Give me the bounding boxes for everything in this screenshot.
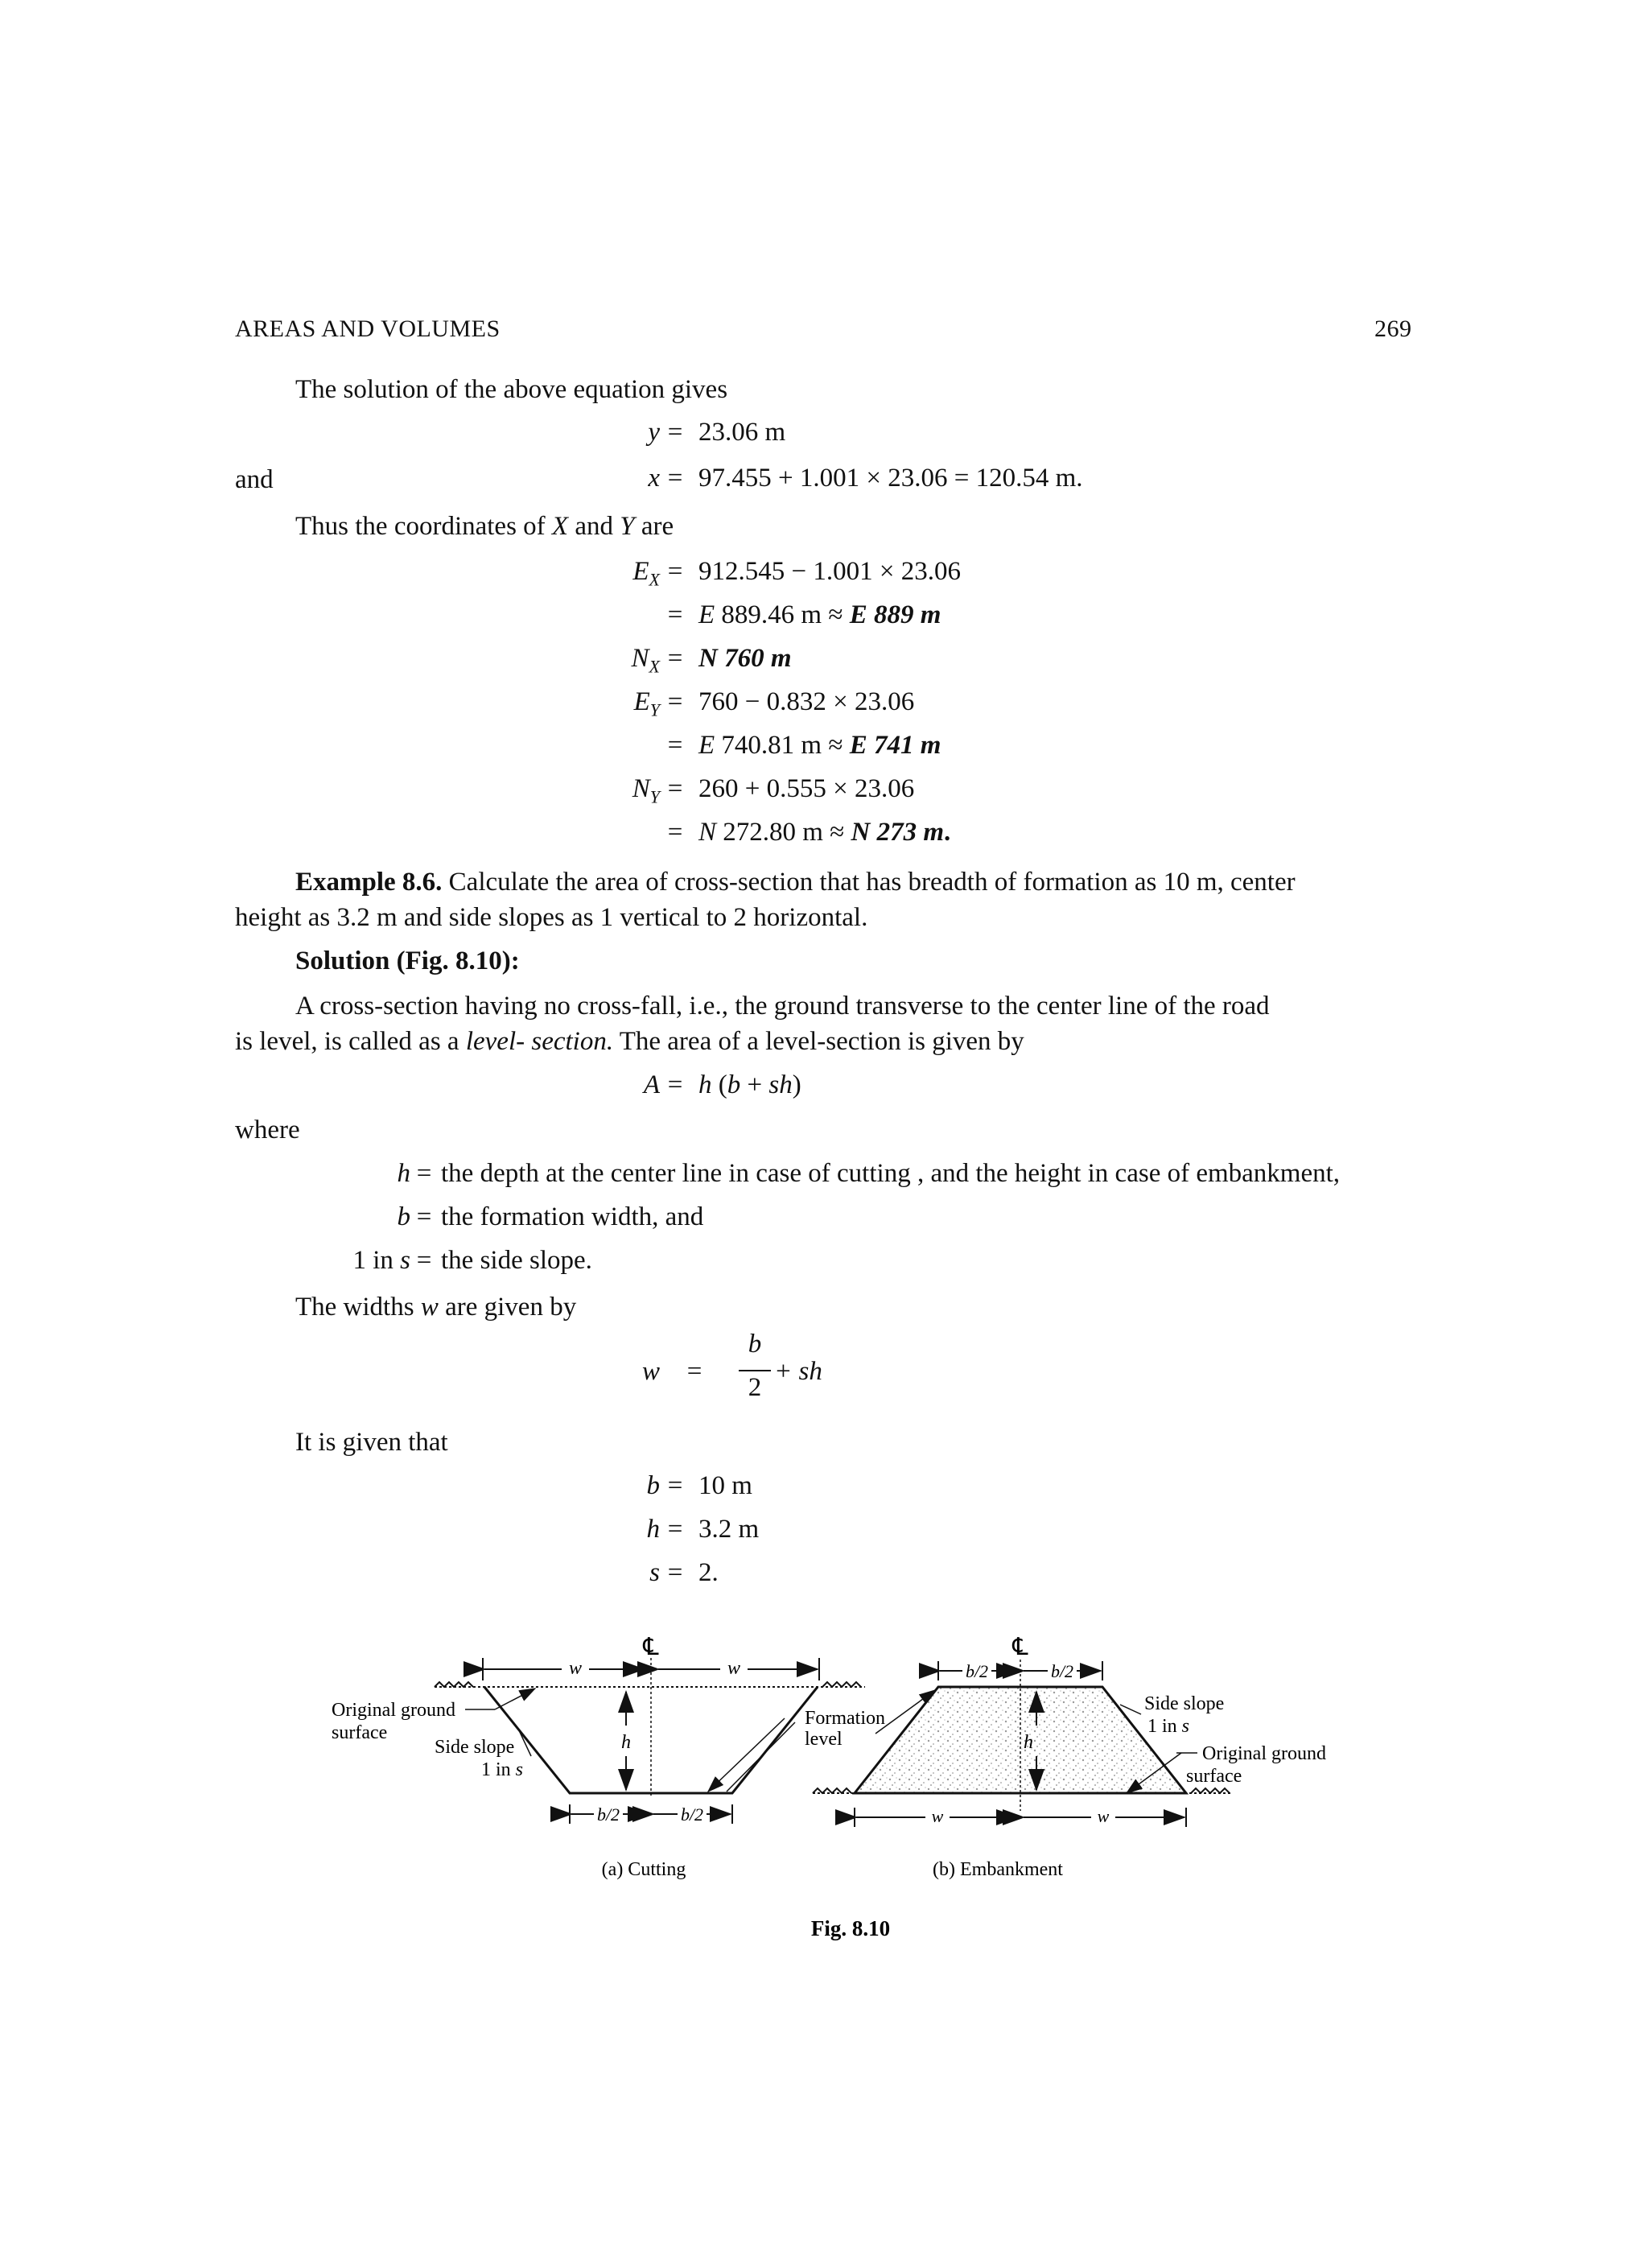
eq-sign: = (667, 1515, 683, 1544)
cutting-original-ground-1: Original ground (332, 1700, 455, 1721)
fraction-bar (739, 1370, 771, 1371)
eq-sign: = (667, 464, 683, 493)
eq-x-rhs: 97.455 + 1.001 × 23.06 = 120.54 m. (698, 464, 1083, 493)
eq-sign: = (667, 644, 683, 673)
def-text-b: the formation width, and (441, 1202, 704, 1231)
eq-y-lhs: y (648, 418, 660, 447)
example-line-2: height as 3.2 m and side slopes as 1 vertical to 2 horizontal. (235, 903, 868, 932)
def-sym-b: b (397, 1202, 410, 1231)
eq-sign: = (667, 1558, 683, 1587)
cutting-w-left: w (568, 1658, 583, 1679)
leader-line (708, 1718, 785, 1792)
given-sym-s: s (649, 1558, 660, 1587)
embankment-caption: (b) Embankment (933, 1859, 1063, 1880)
ey-lhs: $E_Y$ (633, 687, 660, 720)
solution-heading: Solution (Fig. 8.10): (295, 946, 520, 975)
and-word: and (235, 465, 274, 494)
area-eq-lhs: A (643, 1070, 660, 1099)
eq-sign: = (667, 1471, 683, 1500)
nx-result: N 760 m (698, 644, 792, 673)
leader-line (495, 1689, 535, 1709)
def-text-h: the depth at the center line in case of cutting , and the height in case of embankment, (441, 1159, 1341, 1188)
para-line-1: A cross-section having no cross-fall, i.e., the ground transverse to the center line of the road (295, 992, 1270, 1021)
ey-result: E 740.81 m ≈ E 741 m (698, 731, 941, 760)
given-sym-b: b (646, 1471, 660, 1500)
eq-sign: = (416, 1202, 432, 1231)
eq-sign: = (667, 731, 683, 760)
embankment-centerline-symbol: ℄ (1012, 1633, 1028, 1661)
embankment-b2-left: b/2 (965, 1661, 989, 1681)
width-eq-numerator: b (748, 1330, 762, 1359)
embankment-formation-1: Formation (805, 1708, 885, 1729)
embankment-diagram (805, 1633, 1326, 1880)
cutting-h-label: h (621, 1732, 631, 1753)
para-line-2: is level, is called as a level- section. The area of a level-section is given by (235, 1027, 1024, 1056)
width-eq-lhs: w (641, 1357, 660, 1386)
def-text-s: the side slope. (441, 1246, 592, 1275)
eq-x-lhs: x (648, 464, 660, 493)
ex-expr: 912.545 − 1.001 × 23.06 (698, 557, 961, 586)
eq-sign: = (667, 818, 683, 847)
area-eq-rhs: h (b + sh) (698, 1070, 801, 1099)
def-sym-h: h (397, 1159, 410, 1188)
given-val-h: 3.2 m (698, 1515, 760, 1544)
given-intro: It is given that (295, 1428, 448, 1457)
cutting-original-ground-2: surface (332, 1722, 388, 1743)
cutting-b2-right: b/2 (680, 1804, 704, 1825)
ny-lhs: $N_Y$ (632, 774, 660, 807)
eq-sign: = (667, 1070, 683, 1099)
page-number: 269 (1374, 315, 1412, 342)
embankment-formation-2: level (805, 1729, 843, 1750)
eq-y-rhs: 23.06 m (698, 418, 786, 447)
ey-expr: 760 − 0.832 × 23.06 (698, 687, 915, 716)
embankment-side-slope-2: 1 in s (1147, 1716, 1190, 1737)
figure-caption: Fig. 8.10 (810, 1916, 891, 1940)
ny-result: N 272.80 m ≈ N 273 m. (698, 818, 951, 847)
eq-sign: = (667, 418, 683, 447)
embankment-h-label: h (1024, 1732, 1033, 1753)
embankment-w-left: w (931, 1806, 944, 1826)
eq-sign: = (686, 1357, 702, 1386)
cutting-side-slope-2: 1 in s (481, 1759, 524, 1780)
cutting-centerline-symbol: ℄ (643, 1633, 659, 1661)
ny-expr: 260 + 0.555 × 23.06 (698, 774, 915, 803)
def-sym-s: 1 in s (352, 1246, 410, 1275)
cutting-caption: (a) Cutting (601, 1859, 686, 1880)
eq-sign: = (667, 600, 683, 629)
cutting-w-right: w (727, 1658, 741, 1679)
coords-intro: Thus the coordinates of X and Y are (295, 512, 674, 541)
embankment-w-right: w (1097, 1806, 1110, 1826)
ex-lhs: $E_X$ (632, 557, 660, 590)
figure-8-10 (306, 1626, 1368, 1972)
cutting-b2-left: b/2 (596, 1804, 620, 1825)
given-sym-h: h (646, 1515, 660, 1544)
embankment-b2-right: b/2 (1050, 1661, 1074, 1681)
example-line-1: Example 8.6. Calculate the area of cross-section that has breadth of formation as 10 m, center (295, 868, 1296, 897)
embankment-side-slope-1: Side slope (1144, 1693, 1225, 1714)
ex-result: E 889.46 m ≈ E 889 m (698, 600, 941, 629)
eq-sign: = (667, 687, 683, 716)
width-eq-denominator: 2 (748, 1373, 762, 1402)
cutting-side-slope-1: Side slope (435, 1737, 515, 1758)
embankment-original-ground-2: surface (1186, 1766, 1242, 1787)
eq-sign: = (667, 557, 683, 586)
eq-sign: = (667, 774, 683, 803)
leader-line (727, 1722, 795, 1792)
eq-sign: = (416, 1159, 432, 1188)
embankment-original-ground-1: Original ground (1202, 1743, 1326, 1764)
widths-intro: The widths w are given by (295, 1293, 577, 1322)
given-val-s: 2. (698, 1558, 719, 1587)
nx-lhs: $N_X$ (631, 644, 660, 677)
intro-line: The solution of the above equation gives (295, 375, 728, 404)
eq-sign: = (416, 1246, 432, 1275)
given-val-b: 10 m (698, 1471, 752, 1500)
cutting-diagram (332, 1633, 865, 1880)
running-header-title: AREAS AND VOLUMES (235, 315, 501, 342)
where-word: where (235, 1115, 300, 1144)
width-eq-tail: + sh (774, 1357, 822, 1386)
